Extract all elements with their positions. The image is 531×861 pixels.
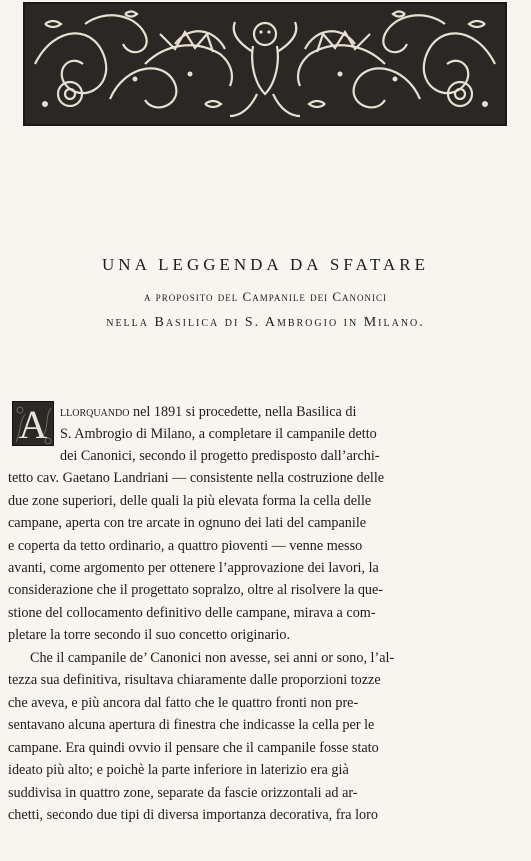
article-subtitle-line1: a proposito del Campanile dei Canonici (143, 289, 388, 304)
text-line: avanti, come argomento per ottenere l’approvazione dei lavori, la (8, 560, 379, 576)
text-line: tetto cav. Gaetano Landriani — consistente nella costruzione delle (8, 470, 385, 486)
title-block (0, 255, 531, 331)
text-line: tezza sua definitiva, risultava chiaramente dalle proporzioni tozze (8, 672, 381, 688)
text-line: due zone superiori, delle quali la più elevata forma la cella delle (8, 493, 372, 509)
text-line: campane. Era quindi ovvio il pensare che il campanile fosse stato (8, 740, 379, 756)
ornament-illustration (25, 4, 505, 124)
text-line: e coperta da tetto ordinario, a quattro pioventi — venne messo (8, 538, 363, 554)
text-line: Che il campanile de’ Canonici non avesse, sei anni or sono, l’al- (30, 650, 395, 666)
text-line: dei Canonici, secondo il progetto predisposto dall’archi- (60, 448, 380, 464)
paragraph1-line1 (60, 402, 356, 422)
text-line: campane, aperta con tre arcate in ognuno dei lati del campanile (8, 515, 367, 531)
lead-word: llorquando (60, 404, 130, 420)
text-line: sentavano alcuna apertura di finestra che indicasse la cella per le (8, 717, 375, 733)
article-title: UNA LEGGENDA DA SFATARE (102, 255, 429, 274)
text-line: S. Ambrogio di Milano, a completare il campanile detto (60, 426, 377, 442)
text-line: stione del collocamento definitivo delle campane, mirava a com- (8, 605, 376, 621)
text-line: ideato più alto; e poichè la parte inferiore in laterizio era già (8, 762, 349, 778)
text-line: che aveva, e più ancora dal fatto che le quattro fronti non pre- (8, 695, 359, 711)
drop-cap (12, 401, 54, 446)
text-line: considerazione che il progettato sopralzo, oltre al risolvere la que- (8, 582, 384, 598)
text-line: suddivisa in quattro zone, separate da fascie orizzontali ad ar- (8, 785, 358, 801)
article-subtitle-line2: nella Basilica di S. Ambrogio in Milano. (106, 315, 425, 330)
drop-cap-letter: A (18, 402, 48, 447)
ornamental-headpiece (23, 2, 507, 126)
text-line: nel 1891 si procedette, nella Basilica di (129, 404, 357, 420)
text-line: pletare la torre secondo il suo concetto originario. (8, 627, 291, 643)
text-line: chetti, secondo due tipi di diversa importanza decorativa, fra loro (8, 807, 378, 823)
